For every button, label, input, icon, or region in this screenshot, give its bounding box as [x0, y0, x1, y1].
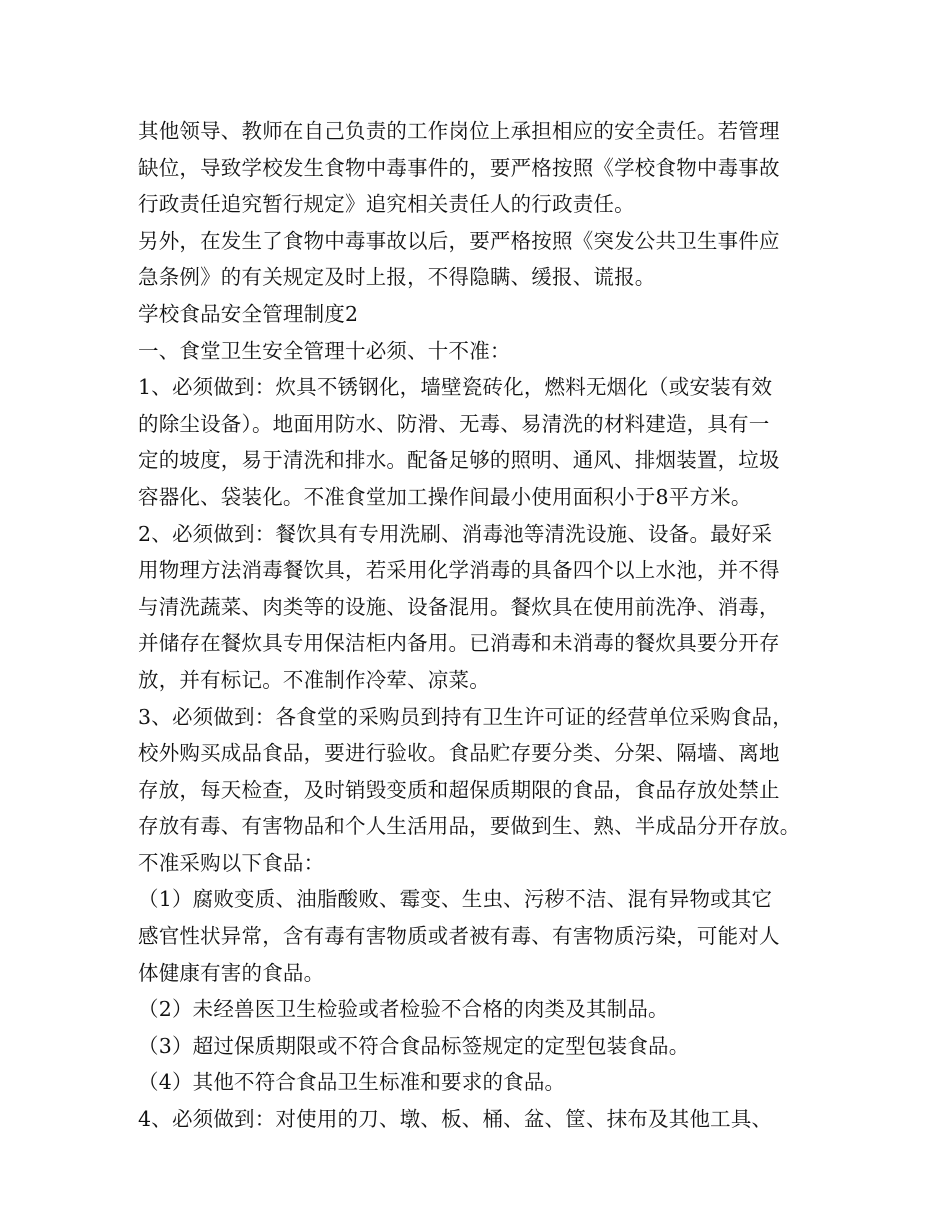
- list-item: （3）超过保质期限或不符合食品标签规定的定型包装食品。: [138, 1033, 690, 1058]
- text-line: 不准采购以下食品：: [138, 850, 325, 875]
- text-line: 用物理方法消毒餐饮具，若采用化学消毒的具备四个以上水池，并不得: [138, 558, 780, 583]
- text-line: 体健康有害的食品。: [138, 960, 325, 985]
- text-line: 其他领导、教师在自己负责的工作岗位上承担相应的安全责任。若管理: [138, 119, 780, 143]
- text-line: 与清洗蔬菜、肉类等的设施、设备混用。餐炊具在使用前洗净、消毒，: [138, 594, 780, 619]
- text-line: 1、必须做到：炊具不锈钢化，墙壁瓷砖化，燃料无烟化（或安装有效: [138, 375, 773, 400]
- text-line: 定的坡度，易于清洗和排水。配备足够的照明、通风、排烟装置，垃圾: [138, 448, 780, 473]
- text-line: 3、必须做到：各食堂的采购员到持有卫生许可证的经营单位采购食品，: [138, 704, 793, 729]
- text-line: 的除尘设备）。地面用防水、防滑、无毒、易清洗的材料建造，具有一: [138, 411, 770, 436]
- list-item: （4）其他不符合食品卫生标准和要求的食品。: [138, 1070, 566, 1095]
- text-line: 并储存在餐炊具专用保洁柜内备用。已消毒和未消毒的餐炊具要分开存: [138, 631, 780, 656]
- text-line: 容器化、袋装化。不准食堂加工操作间最小使用面积小于8平方米。: [138, 484, 752, 509]
- text-line: 急条例》的有关规定及时上报，不得隐瞒、缓报、谎报。: [138, 265, 656, 290]
- text-line: 另外，在发生了食物中毒事故以后，要严格按照《突发公共卫生事件应: [138, 228, 780, 253]
- text-line: 感官性状异常，含有毒有害物质或者被有毒、有害物质污染，可能对人: [138, 924, 780, 949]
- document-body: [138, 113, 828, 1138]
- text-line: 校外购买成品食品，要进行验收。食品贮存要分类、分架、隔墙、离地: [138, 741, 780, 766]
- subsection-heading: 一、食堂卫生安全管理十必须、十不准：: [138, 338, 511, 363]
- text-line: 行政责任追究暂行规定》追究相关责任人的行政责任。: [138, 192, 635, 217]
- section-heading: 学校食品安全管理制度2: [138, 301, 359, 326]
- text-line: 缺位，导致学校发生食物中毒事件的，要严格按照《学校食物中毒事故: [138, 155, 780, 180]
- list-item: （2）未经兽医卫生检验或者检验不合格的肉类及其制品。: [138, 997, 669, 1022]
- text-line: 4、必须做到：对使用的刀、墩、板、桶、盆、筐、抹布及其他工具、: [138, 1107, 773, 1132]
- list-item: （1）腐败变质、油脂酸败、霉变、生虫、污秽不洁、混有异物或其它: [138, 887, 773, 912]
- text-line: 存放，每天检查，及时销毁变质和超保质期限的食品，食品存放处禁止: [138, 777, 780, 802]
- text-line: 放，并有标记。不准制作冷荤、凉菜。: [138, 667, 490, 692]
- text-line: 2、必须做到：餐饮具有专用洗刷、消毒池等清洗设施、设备。最好采: [138, 521, 773, 546]
- text-line: 存放有毒、有害物品和个人生活用品，要做到生、熟、半成品分开存放。: [138, 814, 801, 839]
